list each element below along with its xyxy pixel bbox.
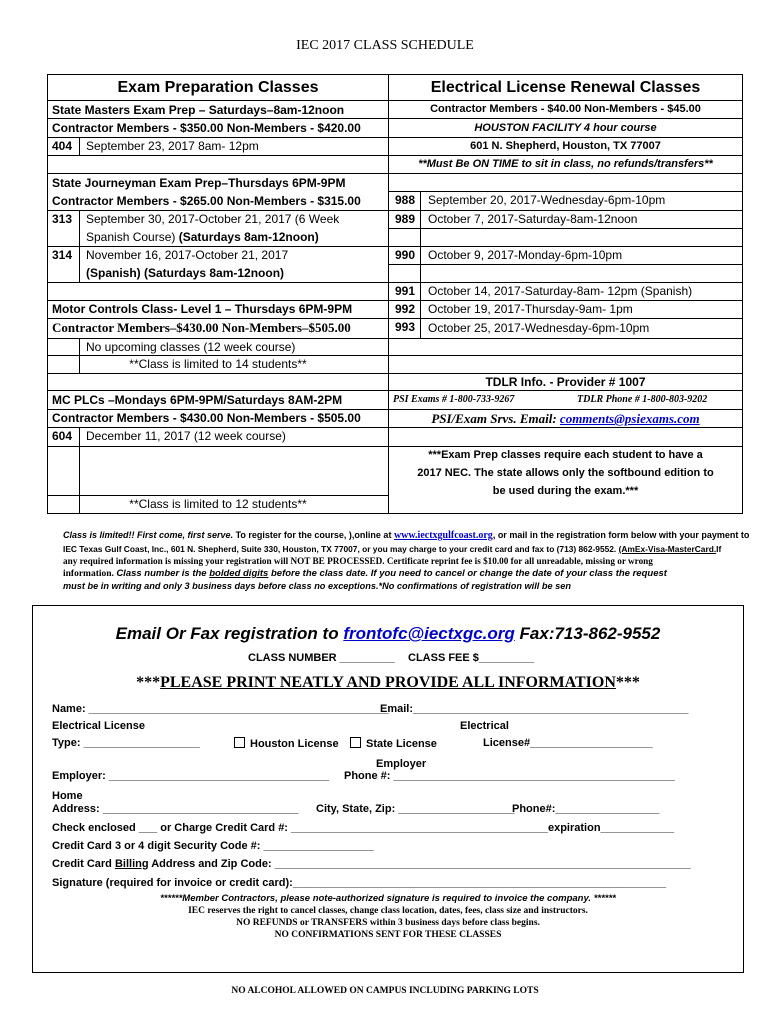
email-field[interactable]: Email:_____________________________________________: [380, 703, 689, 715]
class-number: 988: [395, 193, 416, 207]
registration-email-link[interactable]: frontofc@iectxgc.org: [343, 624, 515, 643]
confirmation-note: NO CONFIRMATIONS SENT FOR THESE CLASSES: [274, 930, 502, 940]
class-number: 989: [395, 212, 416, 226]
home-address-field[interactable]: Address: ________________________________: [52, 803, 299, 815]
website-link[interactable]: www.iectxgulfcoast.org: [393, 530, 493, 541]
plc-limit-note: **Class is limited to 12 students**: [129, 497, 307, 511]
class-date: September 23, 2017 8am- 12pm: [86, 139, 259, 153]
class-number-field[interactable]: CLASS NUMBER _________: [248, 652, 395, 664]
billing-address-field[interactable]: Credit Card Billing Address and Zip Code: ____________________________________________________________________: [52, 858, 691, 870]
facility-address: 601 N. Shepherd, Houston, TX 77007: [470, 140, 661, 152]
class-number: 993: [395, 320, 416, 334]
registration-notice: Class is limited!! First come, first serve. To register for the course, ),online at www.iectxgulfcoast.org, or mail in the registration form below with your payment to IEC Texas Gulf Coast, Inc., 601 N. Shepherd, Suite 330, Houston, TX 77007, or you may charge to your credit card and fax to (713) 862-9552. (AmEx-Visa-MasterCard.If any required information is missing your registration will NOT BE PROCESSED. Certificate reprint fee is $10.00 for all unreadable, missing or wrong information. Class number is the bolded digits before the class date. If you need to cancel or change the date of your class the request must be in writing and only 3 business days before class no exceptions.*No confirmations of registration will be sen: [63, 530, 750, 591]
class-number: 990: [395, 248, 416, 262]
exam-prep-heading: Exam Preparation Classes: [117, 79, 319, 96]
employer-phone-field[interactable]: Phone #: ______________________________________________: [344, 770, 675, 782]
class-date: October 7, 2017-Saturday-8am-12noon: [428, 212, 638, 226]
signature-field[interactable]: Signature (required for invoice or credit card):_____________________________________________________________: [52, 877, 667, 889]
name-field[interactable]: Name: _________________________________________________: [52, 703, 389, 715]
footer-note: NO ALCOHOL ALLOWED ON CAMPUS INCLUDING PARKING LOTS: [231, 986, 539, 996]
member-note: ******Member Contractors, please note-authorized signature is required to invoice the company. ******: [160, 893, 616, 904]
tdlr-phone: TDLR Phone # 1-800-803-9202: [577, 394, 708, 405]
class-date: October 25, 2017-Wednesday-6pm-10pm: [428, 321, 650, 335]
class-date: October 19, 2017-Thursday-9am- 1pm: [428, 302, 633, 316]
class-date: September 20, 2017-Wednesday-6pm-10pm: [428, 193, 666, 207]
home-label: Home: [52, 790, 83, 802]
psi-exams-phone: PSI Exams # 1-800-733-9267: [393, 394, 515, 405]
class-fee-field[interactable]: CLASS FEE $_________: [408, 652, 534, 664]
exam-note: be used during the exam.***: [492, 485, 639, 497]
class-date-cont: Spanish Course) (Saturdays 8am-12noon): [86, 230, 319, 244]
license-number-field[interactable]: License#____________________: [483, 737, 653, 749]
city-state-zip-field[interactable]: City, State, Zip: ___________________: [316, 803, 515, 815]
plc-title: MC PLCs –Mondays 6PM-9PM/Saturdays 8AM-2PM: [52, 393, 343, 407]
electrical-license-label: Electrical License: [52, 720, 145, 732]
email-fax-line: Email Or Fax registration to frontofc@iectxgc.org Fax:713-862-9552: [115, 624, 661, 643]
class-number: 991: [395, 284, 416, 298]
employer-field[interactable]: Employer: ____________________________________: [52, 770, 330, 782]
class-number: 314: [52, 248, 73, 262]
checkbox-icon: [350, 737, 361, 748]
checkbox-icon: [234, 737, 245, 748]
class-number: 313: [52, 212, 73, 226]
class-date: November 16, 2017-October 21, 2017: [86, 248, 289, 262]
home-phone-field[interactable]: Phone#:_________________: [512, 803, 660, 815]
exam-note: 2017 NEC. The state allows only the softbound edition to: [417, 467, 714, 479]
psi-email-line: PSI/Exam Srvs. Email: comments@psiexams.com: [431, 411, 700, 426]
class-number: 604: [52, 429, 73, 443]
masters-price: Contractor Members - $350.00 Non-Members - $420.00: [52, 121, 361, 135]
refund-note: NO REFUNDS or TRANSFERS within 3 business days before class begins.: [236, 918, 540, 928]
motor-limit-note: **Class is limited to 14 students**: [129, 357, 307, 371]
class-number: 404: [52, 139, 73, 153]
state-license-checkbox[interactable]: State License: [350, 737, 437, 750]
class-date-cont: (Spanish) (Saturdays 8am-12noon): [86, 266, 285, 280]
class-date: September 30, 2017-October 21, 2017 (6 Week: [86, 212, 340, 226]
motor-title: Motor Controls Class- Level 1 – Thursdays 6PM-9PM: [52, 302, 353, 316]
employer-label: Employer: [376, 758, 427, 770]
credit-card-field[interactable]: Check enclosed ___ or Charge Credit Card #: __________________________________________expiration____________: [52, 822, 674, 834]
reserve-note: IEC reserves the right to cancel classes, change class location, dates, fees, class size and instructors.: [188, 906, 588, 916]
page-title: IEC 2017 CLASS SCHEDULE: [296, 38, 474, 53]
class-date: October 9, 2017-Monday-6pm-10pm: [428, 248, 623, 262]
journeyman-price: Contractor Members - $265.00 Non-Members - $315.00: [52, 194, 361, 208]
journeyman-title: State Journeyman Exam Prep–Thursdays 6PM-9PM: [52, 176, 346, 190]
class-date: October 14, 2017-Saturday-8am- 12pm (Spanish): [428, 284, 693, 298]
houston-license-checkbox[interactable]: Houston License: [234, 737, 339, 750]
tdlr-info: TDLR Info. - Provider # 1007: [485, 375, 646, 389]
motor-price: Contractor Members–$430.00 Non-Members–$505.00: [52, 320, 351, 335]
facility: HOUSTON FACILITY 4 hour course: [474, 122, 657, 134]
psi-email-link[interactable]: comments@psiexams.com: [559, 411, 700, 426]
class-number: 992: [395, 302, 416, 316]
motor-note: No upcoming classes (12 week course): [86, 340, 296, 354]
electrical-label: Electrical: [460, 720, 509, 732]
on-time-note: **Must Be ON TIME to sit in class, no refunds/transfers**: [418, 158, 713, 170]
renewal-heading: Electrical License Renewal Classes: [430, 79, 701, 96]
security-code-field[interactable]: Credit Card 3 or 4 digit Security Code #: __________________: [52, 840, 374, 852]
exam-note: ***Exam Prep classes require each student to have a: [428, 449, 703, 461]
plc-price: Contractor Members - $430.00 Non-Members - $505.00: [52, 411, 361, 425]
license-type-field[interactable]: Type: ___________________: [52, 737, 200, 749]
masters-title: State Masters Exam Prep – Saturdays–8am-12noon: [52, 103, 345, 117]
class-date: December 11, 2017 (12 week course): [86, 429, 286, 443]
renewal-price: Contractor Members - $40.00 Non-Members - $45.00: [430, 103, 701, 115]
print-neatly-note: ***PLEASE PRINT NEATLY AND PROVIDE ALL INFORMATION***: [136, 674, 640, 691]
